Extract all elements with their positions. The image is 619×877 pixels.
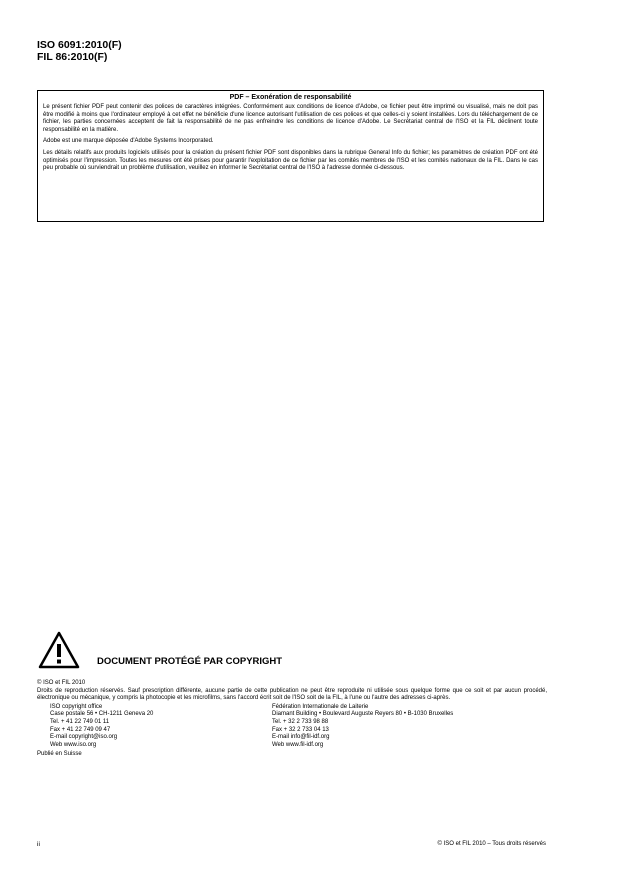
footer-copyright: © ISO et FIL 2010 – Tous droits réservés <box>437 841 546 847</box>
disclaimer-paragraph: Adobe est une marque déposée d'Adobe Systems Incorporated. <box>43 138 214 145</box>
address-line: E-mail copyright@iso.org <box>50 734 118 741</box>
address-line: Tel. + 41 22 749 01 11 <box>50 718 110 725</box>
address-line: Tel. + 32 2 733 98 88 <box>272 718 329 725</box>
address-line: Web www.fil-idf.org <box>272 741 324 748</box>
disclaimer-paragraph: Les détails relatifs aux produits logiciels utilisés pour la création du présent fichier PDF sont disponibles dans la rubrique General Info du fichier; les paramètres de création PDF ont été optimisés pour l'impression. Toutes les mesures ont été prises pour garantir l'exploitation de ce fichier par les comités membres de l'ISO et les comités nationaux de la FIL. Dans le cas peu probable où surviendrait un problème d'utilisation, veuillez en informer le Secrétariat central de l'ISO à l'adresse donnée ci-dessous. <box>43 149 538 172</box>
published-in: Publié en Suisse <box>37 751 82 758</box>
iso-standard-number: ISO 6091:2010(F) <box>37 39 122 51</box>
fil-standard-number: FIL 86:2010(F) <box>37 50 108 63</box>
copyright-section <box>37 680 547 759</box>
address-line: Fax + 32 2 733 04 13 <box>272 726 329 733</box>
address-line: Fax + 41 22 749 09 47 <box>50 726 111 733</box>
address-line: Web www.iso.org <box>50 741 97 748</box>
address-line: E-mail info@fil-idf.org <box>272 734 330 741</box>
address-line: Case postale 56 • CH-1211 Geneva 20 <box>50 711 154 718</box>
iso-address <box>50 704 272 750</box>
document-header <box>37 40 122 63</box>
address-line: ISO copyright office <box>50 703 103 710</box>
page-number: ii <box>37 841 40 848</box>
copyright-notice: © ISO et FIL 2010 <box>37 680 86 686</box>
disclaimer-title: PDF – Exonération de responsabilité <box>229 94 352 101</box>
address-line: Fédération Internationale de Laiterie <box>272 703 369 710</box>
address-line: Diamant Building • Boulevard Auguste Reyers 80 • B-1030 Bruxelles <box>272 711 454 718</box>
fil-address <box>272 704 542 750</box>
copyright-title: DOCUMENT PROTÉGÉ PAR COPYRIGHT <box>97 656 283 667</box>
warning-icon <box>37 630 81 670</box>
pdf-disclaimer-box <box>37 90 544 222</box>
reproduction-rights-text: Droits de reproduction réservés. Sauf prescription différente, aucune partie de cette publication ne peut être reproduite ni utilisée sous quelque forme que ce soit et par aucun procédé, électronique ou mécanique, y compris la photocopie et les microfilms, sans l'accord écrit soit de l'ISO soit de la FIL, à l'une ou l'autre des adresses ci-après. <box>37 687 547 702</box>
contact-addresses <box>50 704 547 750</box>
disclaimer-paragraph: Le présent fichier PDF peut contenir des polices de caractères intégrées. Conformément aux conditions de licence d'Adobe, ce fichier peut être imprimé ou visualisé, mais ne doit pas être modifié à moins que l'ordinateur employé à cet effet ne bénéficie d'une licence autorisant l'utilisation de ces polices et que celles-ci y soient installées. Lors du téléchargement de ce fichier, les parties concernées acceptent de fait la responsabilité de ne pas enfreindre les conditions de licence d'Adobe. Le Secrétariat central de l'ISO et la FIL déclinent toute responsabilité en la matière. <box>43 104 538 133</box>
